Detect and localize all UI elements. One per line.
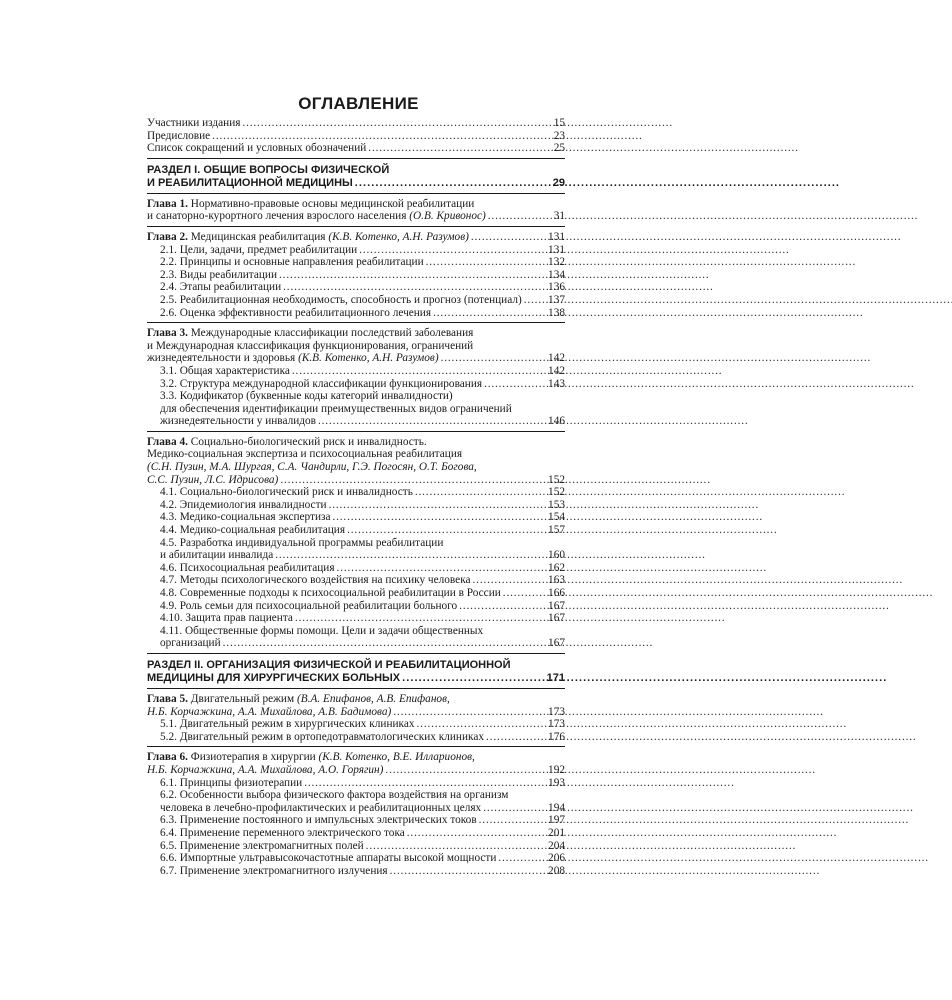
toc-subentry[interactable] [160, 390, 565, 428]
page-number: 137 [548, 293, 565, 306]
page-number: 167 [548, 637, 565, 650]
toc-subentry[interactable] [160, 537, 565, 562]
entry-title: 4.8. Современные подходы к психосоциальной реабилитации в России [160, 587, 501, 599]
toc-subentry[interactable] [160, 840, 565, 853]
section-heading-2[interactable] [147, 659, 565, 685]
chapter-title-cont: и санаторно-курортного лечения взрослого населения [147, 210, 407, 223]
dot-leader [524, 294, 546, 307]
entry-title: 4.11. Общественные формы помощи. Цели и задачи общественных [160, 624, 484, 637]
section-divider [147, 653, 565, 654]
dot-leader [479, 814, 546, 827]
toc-subentry[interactable] [160, 814, 565, 827]
toc-entry[interactable] [147, 142, 565, 155]
chapter-authors-cont: Н.Б. Корчажкина, А.А. Михайлова, А.О. Горягин) [147, 763, 384, 776]
dot-leader [212, 130, 552, 143]
page-number: 167 [548, 612, 565, 625]
chapter-authors: (О.В. Кривонос) [409, 210, 486, 223]
dot-leader [483, 802, 546, 815]
toc-subentry[interactable] [160, 256, 565, 269]
dot-leader [242, 117, 551, 130]
toc-subentry[interactable] [160, 499, 565, 512]
entry-title: 2.6. Оценка эффективности реабилитационного лечения [160, 306, 432, 319]
entry-title-cont: организаций [160, 637, 221, 650]
page-title: ОГЛАВЛЕНИЕ [298, 94, 419, 113]
chapter-title: Двигательный режим [190, 692, 295, 705]
dot-leader [433, 307, 546, 320]
dot-leader [486, 731, 546, 744]
chapter-1[interactable] [147, 198, 565, 223]
chapter-title-cont: жизнедеятельности и здоровья [147, 352, 296, 365]
toc-subentry[interactable] [160, 524, 565, 537]
entry-title: 6.1. Принципы физиотерапии [160, 776, 303, 789]
toc-subentry[interactable] [160, 625, 565, 650]
chapter-divider [147, 688, 565, 689]
entry-title: 6.2. Особенности выбора физического фактора воздействия на организм [160, 789, 509, 802]
page-number: 173 [548, 705, 565, 718]
chapter-divider [147, 226, 565, 227]
chapter-title: Медицинская реабилитация [190, 230, 326, 243]
table-of-contents [147, 117, 565, 877]
toc-subentry[interactable] [160, 731, 565, 744]
page-number: 23 [553, 129, 565, 142]
chapter-3-subsections [147, 365, 565, 428]
page-number: 31 [553, 210, 565, 223]
entry-title-cont: и абилитации инвалида [160, 549, 274, 562]
entry-title: 6.3. Применение постоянного и импульсных электрических токов [160, 814, 477, 827]
chapter-title: Социально-биологический риск и инвалидность. [190, 435, 427, 448]
toc-subentry[interactable] [160, 511, 565, 524]
chapter-4[interactable] [147, 436, 565, 486]
page-number: 197 [548, 814, 565, 827]
entry-title: 3.1. Общая характеристика [160, 364, 290, 377]
dot-leader [407, 827, 546, 840]
page-number: 136 [548, 281, 565, 294]
toc-subentry[interactable] [160, 562, 565, 575]
dot-leader [488, 210, 552, 223]
dot-leader [304, 777, 546, 790]
toc-subentry[interactable] [160, 244, 565, 257]
page-number: 146 [548, 415, 565, 428]
chapter-title-cont: и Международная классификация функционирования, ограничений [147, 339, 474, 352]
entry-title-cont: жизнедеятельности у инвалидов [160, 415, 316, 428]
entry-title-cont: человека в лечебно-профилактических и реабилитационных целях [160, 801, 482, 814]
chapter-3[interactable] [147, 327, 565, 365]
chapter-divider [147, 193, 565, 194]
page-number: 157 [548, 524, 565, 537]
page-number: 15 [553, 117, 565, 129]
dot-leader [275, 549, 546, 562]
entry-title: 4.2. Эпидемиология инвалидности [160, 498, 327, 511]
dot-leader [283, 281, 546, 294]
toc-subentry[interactable] [160, 612, 565, 625]
section-title-line: РАЗДЕЛ I. ОБЩИЕ ВОПРОСЫ ФИЗИЧЕСКОЙ [147, 163, 390, 176]
chapter-title: Нормативно-правовые основы медицинской реабилитации [190, 197, 475, 210]
toc-subentry[interactable] [160, 574, 565, 587]
toc-subentry[interactable] [160, 307, 565, 320]
page-number: 173 [548, 718, 565, 731]
entry-title: 6.4. Применение переменного электрического тока [160, 826, 405, 839]
chapter-4-subsections [147, 486, 565, 650]
toc-entry[interactable] [147, 130, 565, 143]
chapter-title: Физиотерапия в хирургии [190, 751, 316, 764]
dot-leader [459, 600, 546, 613]
chapter-divider [147, 746, 565, 747]
entry-title: 2.1. Цели, задачи, предмет реабилитации [160, 243, 358, 256]
dot-leader [355, 177, 551, 190]
entry-title: 4.6. Психосоциальная реабилитация [160, 561, 335, 574]
dot-leader [295, 612, 546, 625]
entry-title: 6.7. Применение электромагнитного излучения [160, 864, 388, 877]
dot-leader [329, 499, 546, 512]
chapter-2[interactable] [147, 231, 565, 244]
dot-leader [484, 378, 546, 391]
dot-leader [441, 352, 546, 365]
dot-leader [359, 244, 546, 257]
toc-subentry[interactable] [160, 789, 565, 814]
chapter-authors: (В.А. Епифанов, А.В. Епифанов, [296, 692, 450, 705]
entry-title: 3.2. Структура международной классификации функционирования [160, 377, 483, 390]
entry-title: Список сокращений и условных обозначений [147, 142, 367, 155]
section-title-line: И РЕАБИЛИТАЦИОННОЙ МЕДИЦИНЫ [147, 176, 353, 189]
dot-leader [503, 587, 546, 600]
chapter-5-subsections [147, 718, 565, 743]
dot-leader [393, 706, 546, 719]
chapter-label: Глава 2. [147, 230, 188, 243]
entry-title: 4.3. Медико-социальная экспертиза [160, 511, 331, 524]
entry-title: 4.9. Роль семьи для психосоциальной реабилитации больного [160, 599, 458, 612]
section-title-line: МЕДИЦИНЫ ДЛЯ ХИРУРГИЧЕСКИХ БОЛЬНЫХ [147, 671, 401, 684]
page-number: 131 [548, 230, 565, 243]
chapter-authors-cont: С.С. Пузин, Л.С. Идрисова) [147, 473, 279, 486]
toc-subentry[interactable] [160, 865, 565, 878]
chapter-authors: (К.В. Котенко, А.Н. Разумов) [298, 352, 439, 365]
chapter-6-subsections [147, 777, 565, 878]
page-number: 206 [548, 852, 565, 865]
toc-subentry[interactable] [160, 587, 565, 600]
chapter-5[interactable] [147, 693, 565, 718]
chapter-6[interactable] [147, 751, 565, 776]
toc-subentry[interactable] [160, 269, 565, 282]
chapter-authors: (К.В. Котенко, А.Н. Разумов) [328, 230, 469, 243]
dot-leader [402, 672, 545, 685]
page-number: 153 [548, 498, 565, 511]
dot-leader [426, 256, 546, 269]
dot-leader [332, 511, 546, 524]
chapter-divider [147, 431, 565, 432]
section-divider [147, 158, 565, 159]
entry-title: 4.7. Методы психологического воздействия на психику человека [160, 574, 471, 587]
page-number: 160 [548, 549, 565, 562]
page-number: 192 [548, 763, 565, 776]
toc-entry[interactable] [147, 117, 565, 130]
toc-subentry[interactable] [160, 827, 565, 840]
entry-title: 4.5. Разработка индивидуальной программы реабилитации [160, 536, 444, 549]
entry-title: 2.5. Реабилитационная необходимость, способность и прогноз (потенциал) [160, 293, 522, 306]
dot-leader [318, 415, 546, 428]
front-matter [147, 117, 565, 155]
entry-title-cont: для обеспечения идентификации преимущественных видов ограничений [160, 402, 512, 415]
entry-title: 4.10. Защита прав пациента [160, 612, 293, 625]
dot-leader [473, 574, 547, 587]
page-number: 166 [548, 587, 565, 599]
dot-leader [337, 562, 547, 575]
chapter-label: Глава 4. [147, 435, 188, 448]
page-number: 154 [548, 511, 565, 524]
chapter-label: Глава 6. [147, 751, 188, 764]
entry-title: 6.6. Импортные ультравысокочастотные аппараты высокой мощности [160, 852, 497, 865]
page-number: 152 [548, 473, 565, 486]
page-number: 142 [548, 364, 565, 377]
page-number: 132 [548, 256, 565, 269]
page-number: 163 [548, 574, 565, 587]
dot-leader [279, 269, 546, 282]
dot-leader [498, 852, 546, 865]
page-number: 176 [548, 730, 565, 743]
chapter-authors-cont: Н.Б. Корчажкина, А.А. Михайлова, А.В. Бадимова) [147, 705, 392, 718]
dot-leader [366, 840, 546, 853]
page-number: 208 [548, 864, 565, 877]
chapter-title: Международные классификации последствий заболевания [190, 327, 474, 340]
page-number: 204 [548, 839, 565, 852]
chapter-label: Глава 3. [147, 327, 188, 340]
chapter-authors: (С.Н. Пузин, М.А. Шургая, С.А. Чандирли, Г.Э. Погосян, О.Т. Богова, [147, 461, 477, 474]
page-number: 134 [548, 268, 565, 281]
dot-leader [417, 718, 547, 731]
entry-title: Предисловие [147, 129, 211, 142]
dot-leader [390, 865, 546, 878]
page-number: 143 [548, 377, 565, 390]
entry-title: 3.3. Кодификатор (буквенные коды категорий инвалидности) [160, 390, 453, 403]
dot-leader [368, 142, 551, 155]
chapter-label: Глава 1. [147, 197, 188, 210]
entry-title: 4.1. Социально-биологический риск и инвалидность [160, 486, 413, 499]
dot-leader [223, 637, 546, 650]
chapter-authors: (К.В. Котенко, В.Е. Илларионов, [318, 751, 475, 764]
entry-title: 2.4. Этапы реабилитации [160, 281, 282, 294]
dot-leader [347, 524, 546, 537]
toc-subentry[interactable] [160, 294, 565, 307]
page-number: 138 [548, 306, 565, 319]
toc-subentry[interactable] [160, 486, 565, 499]
toc-subentry[interactable] [160, 600, 565, 613]
section-heading-1[interactable] [147, 164, 565, 190]
toc-subentry[interactable] [160, 852, 565, 865]
toc-subentry[interactable] [160, 365, 565, 378]
chapter-divider [147, 322, 565, 323]
page-number: 201 [548, 826, 565, 839]
chapter-label: Глава 5. [147, 692, 188, 705]
dot-leader [415, 486, 546, 499]
page-number: 162 [548, 561, 565, 574]
page-number: 171 [546, 671, 565, 684]
chapter-title-cont: Медико-социальная экспертиза и психосоциальная реабилитация [147, 448, 463, 461]
toc-subentry[interactable] [160, 378, 565, 391]
entry-title: 4.4. Медико-социальная реабилитация [160, 524, 346, 537]
chapter-2-subsections [147, 244, 565, 320]
dot-leader [292, 365, 546, 378]
page-number: 194 [548, 801, 565, 814]
dot-leader [280, 474, 546, 487]
entry-title: 5.1. Двигательный режим в хирургических клиниках [160, 718, 415, 731]
dot-leader [385, 764, 546, 777]
page-number: 142 [548, 352, 565, 365]
page-number: 193 [548, 776, 565, 789]
toc-subentry[interactable] [160, 718, 565, 731]
page-number: 152 [548, 486, 565, 499]
page-number: 29 [552, 176, 565, 189]
page-number: 131 [548, 243, 565, 256]
entry-title: 2.2. Принципы и основные направления реабилитации [160, 256, 424, 269]
toc-subentry[interactable] [160, 777, 565, 790]
toc-subentry[interactable] [160, 281, 565, 294]
entry-title: Участники издания [147, 117, 241, 129]
entry-title: 6.5. Применение электромагнитных полей [160, 839, 364, 852]
section-title-line: РАЗДЕЛ II. ОРГАНИЗАЦИЯ ФИЗИЧЕСКОЙ И РЕАБИЛИТАЦИОННОЙ [147, 658, 511, 671]
page-number: 167 [548, 599, 565, 612]
page-number: 25 [553, 142, 565, 155]
dot-leader [471, 231, 546, 244]
entry-title: 2.3. Виды реабилитации [160, 268, 278, 281]
entry-title: 5.2. Двигательный режим в ортопедотравматологических клиниках [160, 730, 485, 743]
